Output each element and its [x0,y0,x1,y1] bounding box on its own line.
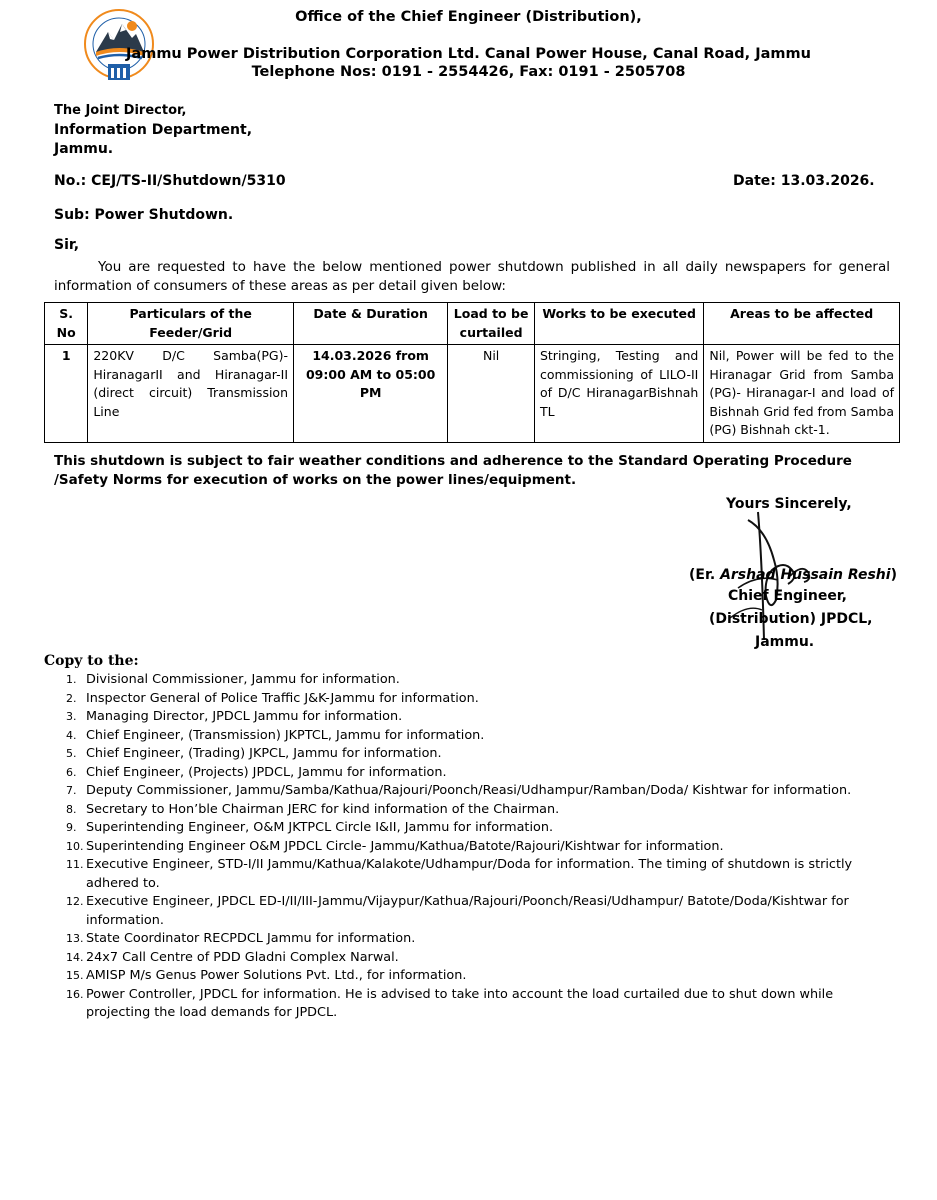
subject-line: Sub: Power Shutdown. [54,207,234,223]
reference-number: No.: CEJ/TS-II/Shutdown/5310 [54,173,286,189]
list-item [46,967,866,986]
shutdown-table [44,302,900,443]
list-item [46,708,866,727]
list-item [46,801,866,820]
header-feeder: Particulars of the Feeder/Grid [88,303,294,345]
list-item-text: Chief Engineer, (Projects) JPDCL, Jammu for information. [86,764,447,780]
salutation: Sir, [54,237,80,253]
list-item [46,819,866,838]
designation-line2: (Distribution) JPDCL, [709,611,873,627]
list-item-number: 2. [66,691,77,705]
signatory-name-text: Arshad Hussain Reshi [720,567,891,583]
corporation-address: Jammu Power Distribution Corporation Ltd. Canal Power House, Canal Road, Jammu [126,46,811,62]
list-item-number: 14. [66,950,84,964]
name-close: ) [890,567,897,583]
list-item-text: Executive Engineer, JPDCL ED-I/II/III-Jammu/Vijaypur/Kathua/Rajouri/Poonch/Reasi/Udhampur/ Batote/Doda/Kishtwar for information. [86,894,849,928]
list-item-text: Secretary to Hon’ble Chairman JERC for kind information of the Chairman. [86,801,560,817]
list-item-text: AMISP M/s Genus Power Solutions Pvt. Ltd., for information. [86,968,467,983]
list-item-number: 1. [66,673,77,686]
list-item-number: 8. [66,802,77,816]
list-item-text: Divisional Commissioner, Jammu for information. [86,672,400,687]
list-item-text: Managing Director, JPDCL Jammu for information. [86,709,403,724]
list-item-number: 4. [66,728,77,742]
copy-to-heading: Copy to the: [44,653,139,669]
table-row [45,345,900,443]
list-item-number: 10. [66,839,84,853]
addressee-line1: The Joint Director, [54,103,187,118]
list-item-text: Superintending Engineer, O&M JKTPCL Circle I&II, Jammu for information. [86,820,554,835]
table-header-row [45,303,900,345]
cell-works: Stringing, Testing and commissioning of LILO-II of D/C HiranagarBishnah TL [534,345,703,443]
list-item-text: Superintending Engineer O&M JPDCL Circle- Jammu/Kathua/Batote/Rajouri/Kishtwar for information. [86,838,724,854]
list-item-text: 24x7 Call Centre of PDD Gladni Complex Narwal. [86,949,399,965]
cell-areas: Nil, Power will be fed to the Hiranagar Grid from Samba (PG)- Hiranagar-I and load of Bishnah Grid fed from Samba (PG) Bishnah ckt-1. [704,345,900,443]
list-item [46,690,866,709]
list-item-number: 16. [66,987,84,1001]
list-item [46,949,866,968]
list-item-text: Executive Engineer, STD-I/II Jammu/Kathua/Kalakote/Udhampur/Doda for information. The timing of shutdown is strictly adhered to. [86,857,853,891]
closing-yours-sincerely: Yours Sincerely, [726,496,852,512]
list-item [46,782,866,801]
list-item-text: State Coordinator RECPDCL Jammu for information. [86,931,416,946]
addressee-line2: Information Department, [54,122,253,138]
list-item [46,986,866,1023]
header-areas: Areas to be affected [704,303,900,345]
office-title: Office of the Chief Engineer (Distribution), [295,9,642,25]
designation-line1: Chief Engineer, [728,588,847,604]
list-item-text: Chief Engineer, (Transmission) JKPTCL, Jammu for information. [86,727,485,743]
list-item-number: 13. [66,932,84,945]
list-item [46,838,866,857]
name-open: (Er. [689,567,721,583]
cell-date-duration: 14.03.2026 from 09:00 AM to 05:00 PM [294,345,448,443]
cell-load: Nil [448,345,535,443]
header-date-duration: Date & Duration [294,303,448,345]
list-item-text: Deputy Commissioner, Jammu/Samba/Kathua/Rajouri/Poonch/Reasi/Udhampur/Ramban/Doda/ Kishtwar for information. [86,783,852,798]
list-item-number: 5. [66,747,77,760]
header-works: Works to be executed [534,303,703,345]
list-item [46,764,866,783]
list-item-number: 11. [66,858,84,871]
list-item-number: 3. [66,710,77,723]
list-item [46,930,866,949]
designation-line3: Jammu. [755,634,815,650]
list-item-number: 6. [66,765,77,779]
cell-feeder: 220KV D/C Samba(PG)-HiranagarII and Hiranagar-II (direct circuit) Transmission Line [88,345,294,443]
list-item [46,671,866,690]
conditions-note: This shutdown is subject to fair weather conditions and adherence to the Standard Operating Procedure /Safety Norms for execution of works on the power lines/equipment. [54,453,852,488]
list-item-text: Power Controller, JPDCL for information. He is advised to take into account the load curtailed due to shut down while projecting the load demands for JPDCL. [86,986,834,1020]
list-item-number: 9. [66,821,77,834]
body-paragraph: You are requested to have the below mentioned power shutdown published in all daily newspapers for general information of consumers of these areas as per detail given below: [54,259,890,294]
cell-sno: 1 [45,345,88,443]
copy-to-list [46,671,866,1023]
signatory-name [689,567,897,583]
list-item-number: 7. [66,784,77,797]
list-item-text: Chief Engineer, (Trading) JKPCL, Jammu for information. [86,746,442,761]
list-item-text: Inspector General of Police Traffic J&K-Jammu for information. [86,690,479,706]
list-item [46,727,866,746]
list-item-number: 12. [66,895,84,908]
list-item [46,893,866,930]
header-load: Load to be curtailed [448,303,535,345]
header-sno: S. No [45,303,88,345]
telephone-fax: Telephone Nos: 0191 - 2554426, Fax: 0191 - 2505708 [251,64,686,80]
list-item-number: 15. [66,969,84,982]
addressee-line3: Jammu. [54,141,114,157]
letter-date: Date: 13.03.2026. [733,173,875,189]
list-item [46,856,866,893]
list-item [46,745,866,764]
